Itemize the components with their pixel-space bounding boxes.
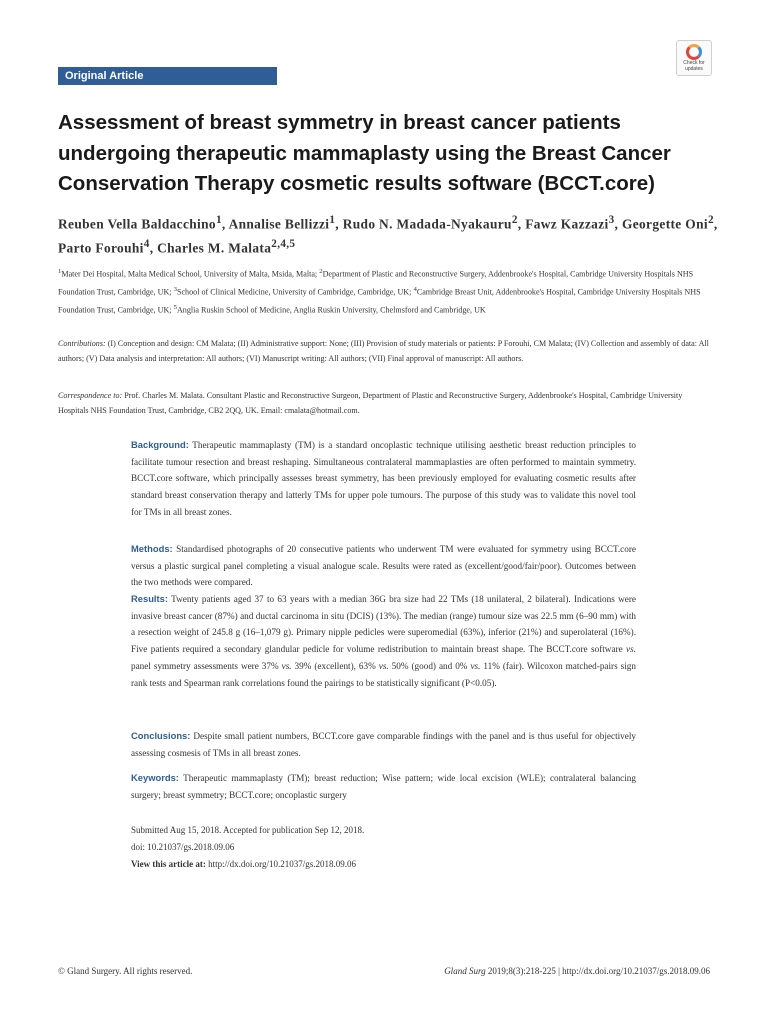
submission-dates: Submitted Aug 15, 2018. Accepted for publication Sep 12, 2018.: [131, 825, 365, 835]
abstract-conclusions: Conclusions: Despite small patient numbers, BCCT.core gave comparable findings with the panel and is thus useful for objectively assessing cosmesis of TMs in all breast zones.: [131, 730, 636, 758]
contributions: [58, 336, 710, 367]
correspondence: [58, 388, 710, 419]
keywords-label: Keywords:: [131, 772, 179, 783]
author-name[interactable]: Rudo N. Madada-Nyakauru: [342, 216, 512, 232]
author-name[interactable]: Annalise Bellizzi: [228, 216, 330, 232]
correspondence-label: Correspondence to:: [58, 391, 123, 400]
abstract-results: Results: Twenty patients aged 37 to 63 years with a median 36G bra size had 22 TMs (18 unilateral, 2 bilateral). Indications were invasive breast cancer (87%) and ductal carcinoma in situ (DCIS) (13%). The median (range) tumour size was 22.5 mm (6–90 mm) with a resection weight of 245.8 g (16–1,079 g). Primary nipple pedicles were superomedial (63%), inferior (21%) and superolateral (16%). Five patients required a secondary glandular pedicle for volume redistribution to maintain breast shape. The BCCT.core software vs. panel symmetry assessments were 37% vs. 39% (excellent), 63% vs. 50% (good) and 0% vs. 11% (fair). Wilcoxon matched-pairs sign rank tests and Spearman rank correlations found the pairings to be statistically significant (P<0.05).: [131, 593, 636, 688]
view-article-link[interactable]: View this article at: http://dx.doi.org/10.21037/gs.2018.09.06: [131, 858, 356, 869]
author-name[interactable]: Fawz Kazzazi: [525, 216, 609, 232]
contributions-label: Contributions:: [58, 339, 106, 348]
author-name[interactable]: Reuben Vella Baldacchino: [58, 216, 216, 232]
doi[interactable]: doi: 10.21037/gs.2018.09.06: [131, 841, 235, 852]
background-label: Background:: [131, 439, 189, 450]
author-name[interactable]: Georgette Oni: [621, 216, 708, 232]
author-list: Reuben Vella Baldacchino$^1$, Annalise Bellizzi$^1$, Rudo N. Madada-Nyakauru$^2$, Fawz Kazzazi$^3$, Georgette Oni$^2$, Parto Forouhi$^4$, Charles M. Malata$^{2,4,5}$: [58, 214, 718, 256]
journal-name: Gland Surg: [444, 966, 486, 976]
article-type-badge: [58, 67, 277, 85]
crossmark-caption: Check for updates: [683, 60, 705, 72]
abstract-background: Background: Therapeutic mammaplasty (TM) is a standard oncoplastic technique utilising aesthetic breast reduction principles to facilitate tumour resection and breast reshaping. Simultaneous contralateral mammaplasties are often performed to maintain symmetry. BCCT.core software, which principally assesses breast symmetry, has been previously employed for evaluating cosmetic results after standard breast conservation therapy and latterly TMs for upper pole tumours. The purpose of this study was to validate this novel tool for TMs in all breast zones.: [131, 439, 636, 517]
author-name[interactable]: Parto Forouhi: [58, 240, 144, 256]
footer-citation: Gland Surg 2019;8(3):218-225 | http://dx.doi.org/10.21037/gs.2018.09.06: [444, 966, 710, 976]
contributions-text: (I) Conception and design: CM Malata; (II) Administrative support: None; (III) Provision of study materials or patients: P Forouhi, CM Malata; (IV) Collection and assembly of data: All authors; (V) Data analysis and interpretation: All authors; (VI) Manuscript writing: All authors; (VII) Final approval of manuscript: All authors.: [58, 339, 709, 364]
abstract-methods: Methods: Standardised photographs of 20 consecutive patients who underwent TM were evaluated for symmetry using BCCT.core versus a plastic surgical panel completing a visual analogue scale. Results were rated as (excellent/good/fair/poor). Outcomes between the two methods were compared.: [131, 543, 636, 588]
author-name[interactable]: Charles M. Malata: [157, 240, 272, 256]
article-title: Assessment of breast symmetry in breast cancer patients undergoing therapeutic mammaplasty using the Breast Cancer Conservation Therapy cosmetic results software (BCCT.core): [58, 111, 671, 195]
conclusions-label: Conclusions:: [131, 730, 191, 741]
correspondence-text: Prof. Charles M. Malata. Consultant Plastic and Reconstructive Surgeon, Department of Plastic and Reconstructive Surgery, Addenbrooke's Hospital, Cambridge University Hospitals NHS Foundation Trust, Cambridge, CB2 2QQ, UK. Email: cmalata@hotmail.com.: [58, 391, 683, 416]
affiliations: $^1$Mater Dei Hospital, Malta Medical School, University of Malta, Msida, Malta; $^2$Department of Plastic and Reconstructive Surgery, Addenbrooke's Hospital, Cambridge University Hospitals NHS Foundation Trust, Cambridge, UK; $^3$School of Clinical Medicine, University of Cambridge, Cambridge, UK; $^4$Cambridge Breast Unit, Addenbrooke's Hospital, Cambridge University Hospitals NHS Foundation Trust, Cambridge, UK; $^5$Anglia Ruskin School of Medicine, Anglia Ruskin University, Chelmsford and Cambridge, UK: [58, 268, 701, 315]
abstract-keywords: Keywords: Therapeutic mammaplasty (TM); breast reduction; Wise pattern; wide local excision (WLE); contralateral balancing surgery; breast symmetry; BCCT.core; oncoplastic surgery: [131, 772, 636, 800]
crossmark-icon: [686, 44, 702, 60]
article-type-label: Original Article: [65, 70, 144, 82]
results-label: Results:: [131, 593, 168, 604]
article-meta: [131, 822, 611, 872]
check-for-updates-button[interactable]: [676, 40, 712, 76]
methods-label: Methods:: [131, 543, 173, 554]
footer-copyright: © Gland Surgery. All rights reserved.: [58, 966, 193, 976]
